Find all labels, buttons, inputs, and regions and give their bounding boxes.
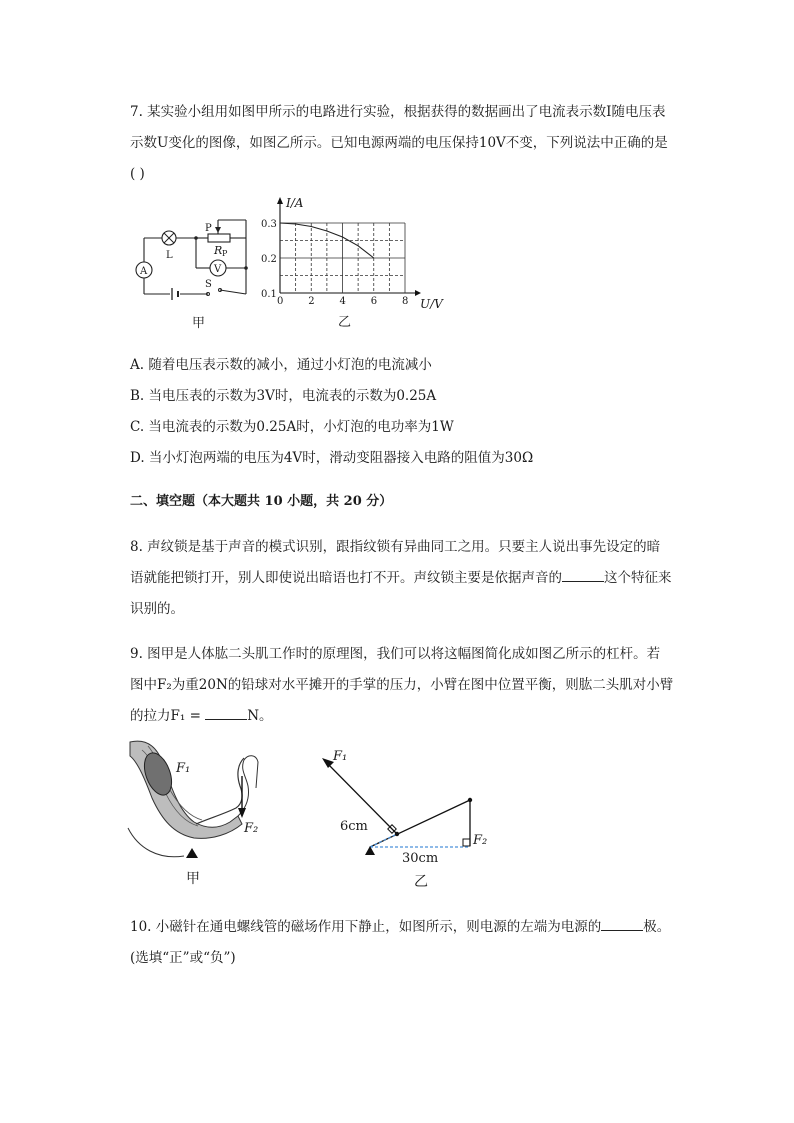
fig-yi-label: 乙: [338, 315, 352, 330]
chart-ytick-label: 0.1: [261, 289, 277, 300]
q7-line2: 示数U变化的图像，如图乙所示。已知电源两端的电压保持10V不变，下列说法中正确的是: [130, 135, 668, 151]
slider-label: P: [205, 223, 212, 234]
voltmeter-label: V: [214, 264, 222, 275]
q10-line2: (选填“正”或“负”): [130, 950, 236, 966]
q7-option-d: D. 当小灯泡两端的电压为4V时，滑动变阻器接入电路的阻值为30Ω: [130, 450, 534, 466]
chart-ylabel: I/A: [286, 196, 304, 210]
f1-label: F₁: [333, 749, 348, 764]
chart-x-arrow: [415, 290, 421, 296]
section-2-title: 二、填空题（本大题共 10 小题，共 20 分）: [130, 494, 393, 509]
answer-blank[interactable]: [205, 707, 247, 720]
lamp-label: L: [166, 250, 173, 261]
arm-6cm-label: 6cm: [340, 819, 368, 834]
lever-diagram: [318, 740, 508, 890]
q9-line2: 图中F₂为重20N的铅球对水平摊开的手掌的压力，小臂在图中位置平衡，则肱二头肌对小臂: [130, 677, 674, 693]
arm-muscle-figure: [128, 738, 278, 888]
fulcrum-icon: [365, 846, 375, 855]
q7-line3: ( ): [130, 166, 145, 182]
rheostat-icon: [208, 234, 230, 242]
fulcrum-icon: [186, 848, 198, 858]
q7-line1: 7. 某实验小组用如图甲所示的电路进行实验，根据获得的数据画出了电流表示数I随电压表: [130, 104, 666, 120]
chart-y-arrow: [277, 197, 283, 204]
q8-line3: 识别的。: [130, 601, 184, 617]
chart-ytick-label: 0.2: [261, 254, 277, 265]
f2-label: F₂: [244, 821, 259, 836]
iv-chart: [255, 195, 443, 335]
chart-xtick-label: 0: [277, 296, 284, 307]
circuit-diagram: [130, 210, 250, 350]
fig-jia-label: 甲: [186, 871, 200, 887]
chart-ytick-label: 0.3: [261, 219, 277, 230]
q7-option-a: A. 随着电压表示数的减小，通过小灯泡的电流减小: [130, 357, 432, 373]
chart-xlabel: U/V: [420, 297, 443, 311]
answer-blank[interactable]: [562, 569, 604, 582]
ammeter-label: A: [140, 266, 148, 277]
q10-line1: 10. 小磁针在通电螺线管的磁场作用下静止，如图所示，则电源的左端为电源的 极。: [130, 919, 671, 935]
chart-xtick-label: 4: [339, 296, 346, 307]
arm-30cm-label: 30cm: [402, 851, 439, 866]
q7-option-b: B. 当电压表的示数为3V时，电流表的示数为0.25A: [130, 388, 437, 404]
chart-xtick-label: 6: [370, 296, 378, 307]
chart-xtick-label: 8: [402, 296, 409, 307]
rheostat-label: R: [214, 244, 223, 257]
q9-line3: 的拉力F₁ = N。: [130, 708, 273, 724]
f1-label: F₁: [176, 761, 191, 776]
q8-line2: 语就能把锁打开，别人即使说出暗语也打不开。声纹锁主要是依据声音的 这个特征来: [130, 570, 672, 586]
rheostat-sub: P: [222, 249, 228, 258]
fig-jia-label: 甲: [192, 316, 206, 331]
f2-label: F₂: [473, 833, 488, 848]
q9-line1: 9. 图甲是人体肱二头肌工作时的原理图，我们可以将这幅图简化成如图乙所示的杠杆。若: [130, 646, 661, 662]
q7-option-c: C. 当电流表的示数为0.25A时，小灯泡的电功率为1W: [130, 419, 454, 435]
fig-yi-label: 乙: [414, 874, 428, 890]
answer-blank[interactable]: [601, 918, 643, 931]
q8-line1: 8. 声纹锁是基于声音的模式识别，跟指纹锁有异曲同工之用。只要主人说出事先设定的暗: [130, 539, 661, 555]
chart-xtick-label: 2: [308, 296, 315, 307]
switch-label: S: [205, 279, 212, 290]
